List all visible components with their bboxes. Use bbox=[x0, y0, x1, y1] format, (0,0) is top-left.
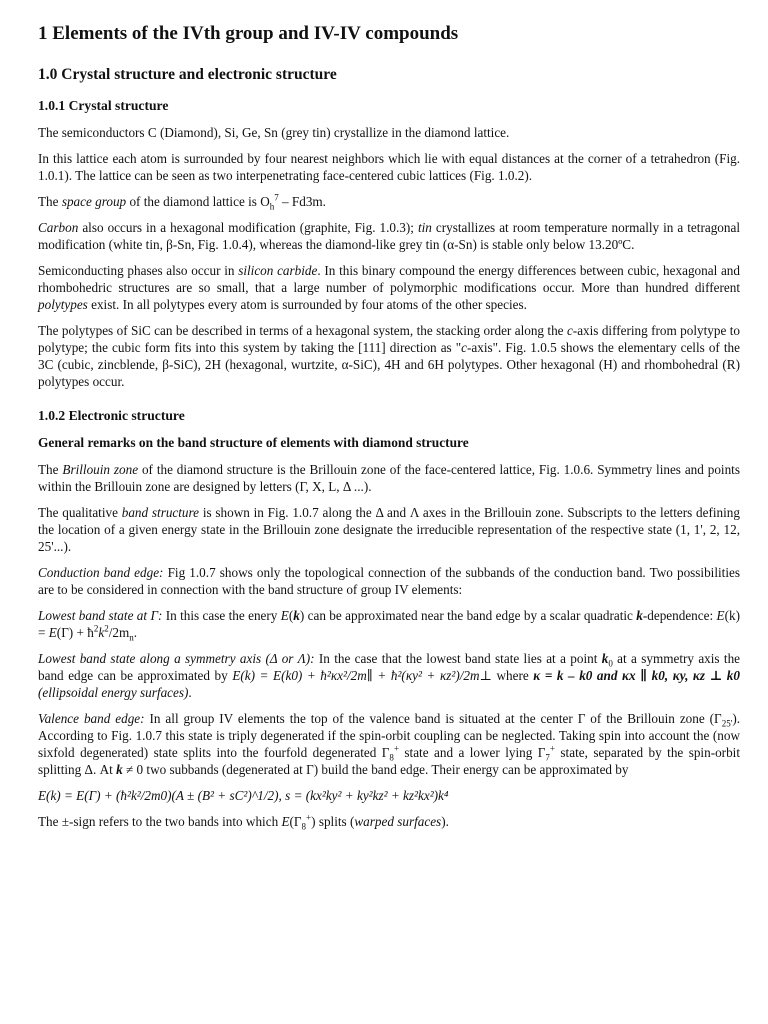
paragraph-warped-surfaces: The ±-sign refers to the two bands into which $E(\Gamma_8^+)$ splits (warped surfaces). bbox=[38, 812, 449, 832]
paragraph-carbon-tin: Carbon also occurs in a hexagonal modification (graphite, Fig. 1.0.3); tin crystallizes at room temperature normally in a tetragonal modification (white tin, β-Sn, Fig. 1.0.4), whereas the diamond-like grey tin (α-Sn) is stable only below 13.20ºC. bbox=[38, 220, 740, 252]
paragraph: In this lattice each atom is surrounded by four nearest neighbors which lie with equal distances at the corner of a tetrahedron (Fig. 1.0.1). The lattice can be seen as two interpenetrating face-centered cubic lattices (Fig. 1.0.2). bbox=[38, 151, 740, 183]
subsection-title-electronic: 1.0.2 Electronic structure bbox=[38, 408, 185, 423]
paragraph-brillouin: The Brillouin zone of the diamond structure is the Brillouin zone of the face-centered lattice, Fig. 1.0.6. Symmetry lines and points within the Brillouin zone are designed by letters (Γ, X, L, Δ ...). bbox=[38, 462, 740, 494]
paragraph-band-structure: The qualitative band structure is shown in Fig. 1.0.7 along the Δ and Λ axes in the Brillouin zone. Subscripts to the letters defining the location of a given energy state in the Brillouin zone designate the irreducible representation of the respective state (1, 1', 2, 12, 25'...). bbox=[38, 505, 740, 554]
paragraph-valence-band: Valence band edge: In all group IV elements the top of the valence band is situated at the center Γ of the Brillouin zone $(\Gamma_{25'})$. According to Fig. 1.0.7 this state is triply degenerated if the spin-orbit coupling can be neglected. Taking spin into account the (now sixfold degenerated) state splits into the fourfold degenerated $\Gamma_8^+$ state and a lower lying $\Gamma_7^+$ state, separated by the spin-orbit splitting Δ. At k ≠ 0 two subbands (degenerated at Γ) build the band edge. Their energy can be approximated by bbox=[38, 711, 741, 777]
paragraph-space-group: The space group of the diamond lattice is $O_h^7 - Fd3m$. bbox=[38, 192, 326, 212]
paragraph-lowest-symmetry-axis: Lowest band state along a symmetry axis (Δ or Λ): In the case that the lowest band state lies at a point $k_0$ at a symmetry axis the band edge can be approximated by E(k) = E(k0) + ħ²κx²/2m∥ + ħ²(κy² + κz²)/2m⊥ where κ = k – k0 and κx ∥ k0, κy, κz ⊥ k0 (ellipsoidal energy surfaces). bbox=[38, 651, 741, 700]
section-title: 1.0 Crystal structure and electronic structure bbox=[38, 66, 337, 83]
paragraph-sic: Semiconducting phases also occur in silicon carbide. In this binary compound the energy differences between cubic, hexagonal and rhombohedric structures are so small, that a large number of polymorphic modifications occur. More than hundred different polytypes exist. In all polytypes every atom is surrounded by four atoms of the other species. bbox=[38, 263, 740, 312]
paragraph-conduction-band: Conduction band edge: Fig 1.0.7 shows only the topological connection of the subbands of the conduction band. Two possibilities are to be considered in connection with the band structure of group IV elements: bbox=[38, 565, 740, 597]
chapter-title: 1 Elements of the IVth group and IV-IV compounds bbox=[38, 23, 459, 44]
subheading-band-structure: General remarks on the band structure of elements with diamond structure bbox=[38, 435, 469, 450]
subsection-title-crystal: 1.0.1 Crystal structure bbox=[38, 98, 169, 113]
paragraph-polytypes: The polytypes of SiC can be described in terms of a hexagonal system, the stacking order along the c-axis differing from polytype to polytype; the cubic form fits into this system by taking the [111] direction as "c-axis". Fig. 1.0.5 shows the elementary cells of the 3C (cubic, zincblende, β-SiC), 2H (hexagonal, wurtzite, α-SiC), 4H and 6H polytypes. Other hexagonal (H) and rhombohedral (R) polytypes occur. bbox=[38, 323, 740, 389]
paragraph-lowest-gamma: Lowest band state at Γ: In this case the enery E(k) can be approximated near the band edge by a scalar quadratic k-dependence: $E(k) = E(\Gamma) + ħ^2k^2/2m_n$. bbox=[38, 608, 740, 643]
paragraph: The semiconductors C (Diamond), Si, Ge, Sn (grey tin) crystallize in the diamond lattice. bbox=[38, 125, 510, 140]
formula-valence-energy: E(k) = E(Γ) + (ħ²k²/2m0)(A ± (B² + sC²)^1/2), s = (kx²ky² + ky²kz² + kz²kx²)k⁴ bbox=[38, 788, 449, 803]
